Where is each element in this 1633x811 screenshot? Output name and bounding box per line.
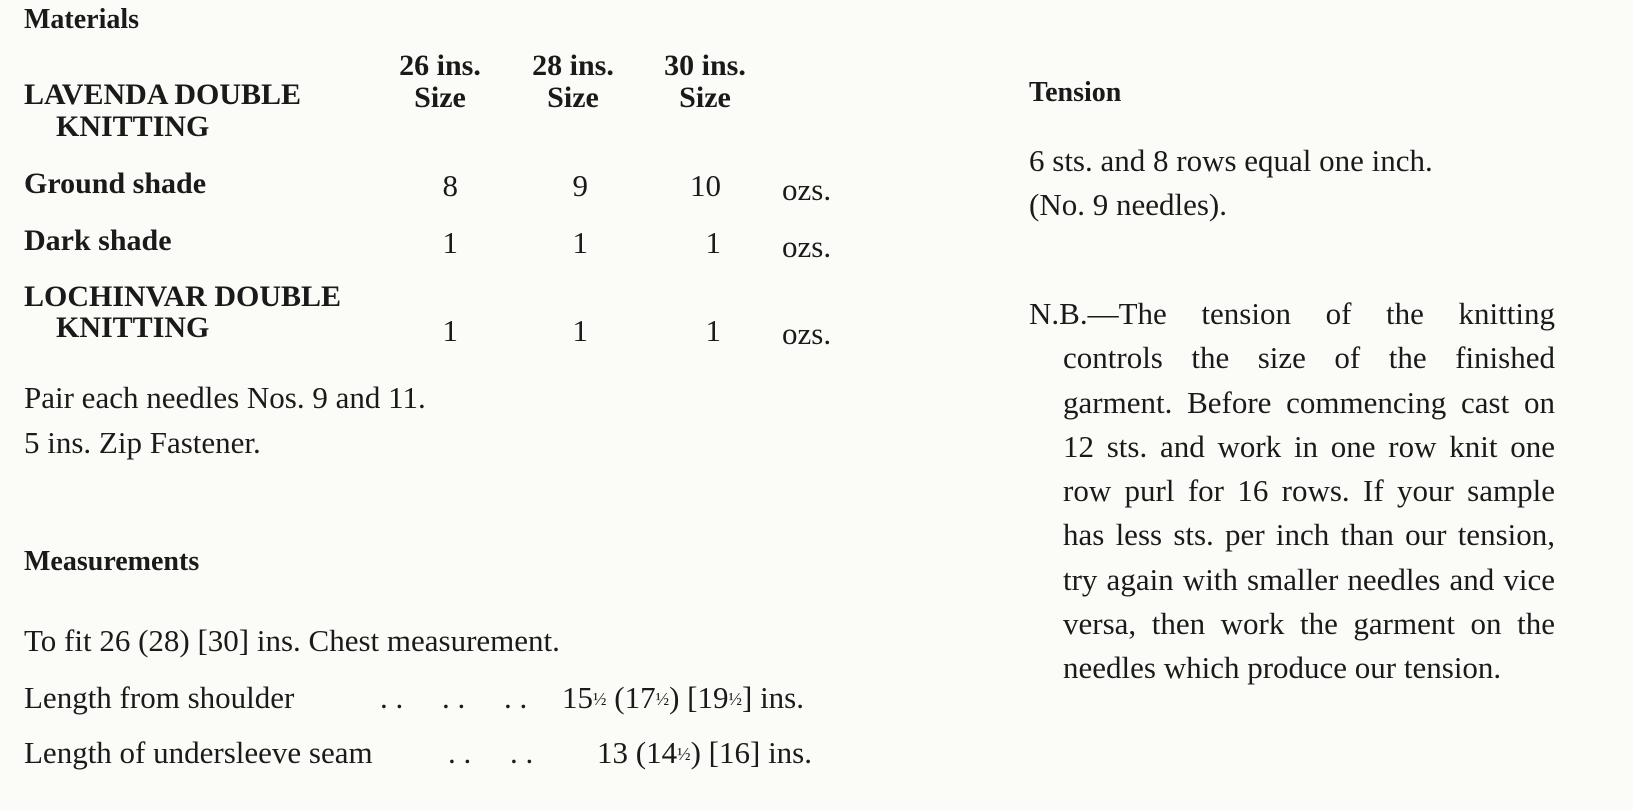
- ground-shade-26: 8: [442, 168, 458, 203]
- size-header-28-line1: 28 ins.: [532, 49, 614, 82]
- tension-note: N.B.—The tension of the knitting controls the size of the finished garment. Before commencing cast on 12 sts. and work in one row knit one row purl for 16 rows. If your sample has less sts. per inch than our tension, try again with smaller needles and vice versa, then work the garment on the needles which produce our tension.: [1029, 296, 1555, 686]
- yarn-lavenda-line1: LAVENDA DOUBLE: [24, 78, 302, 111]
- lochinvar-unit: ozs.: [782, 316, 832, 351]
- lochinvar-30: 1: [705, 313, 721, 348]
- sleeve-label: Length of undersleeve seam: [24, 735, 373, 770]
- lochinvar-26: 1: [442, 313, 458, 348]
- size-header-26-line2: Size: [414, 81, 466, 114]
- dark-shade-label: Dark shade: [24, 224, 172, 257]
- ground-shade-unit: ozs.: [782, 172, 832, 207]
- zip-text: 5 ins. Zip Fastener.: [24, 425, 261, 460]
- tension-line1: 6 sts. and 8 rows equal one inch.: [1029, 143, 1433, 178]
- yarn-lochinvar-line1: LOCHINVAR DOUBLE: [24, 280, 342, 313]
- size-header-30-line2: Size: [679, 81, 731, 114]
- ground-shade-30: 10: [690, 168, 721, 203]
- measurements-heading: Measurements: [24, 546, 200, 577]
- yarn-lavenda-line2: KNITTING: [56, 110, 210, 143]
- size-header-30: [645, 50, 765, 114]
- tension-line2: (No. 9 needles).: [1029, 187, 1227, 222]
- dark-shade-unit: ozs.: [782, 229, 832, 264]
- size-header-26-line1: 26 ins.: [399, 49, 481, 82]
- size-header-28-line2: Size: [547, 81, 599, 114]
- length-value: 15½ (17½) [19½] ins.: [562, 680, 804, 715]
- yarn-lochinvar-line2: KNITTING: [56, 311, 210, 344]
- dark-shade-26: 1: [442, 225, 458, 260]
- dark-shade-28: 1: [572, 225, 588, 260]
- size-header-30-line1: 30 ins.: [664, 49, 746, 82]
- length-label: Length from shoulder: [24, 680, 295, 715]
- lochinvar-28: 1: [572, 313, 588, 348]
- fit-text: To fit 26 (28) [30] ins. Chest measurement.: [24, 623, 560, 658]
- dark-shade-30: 1: [705, 225, 721, 260]
- length-leaders: . . . . . .: [380, 680, 528, 715]
- size-header-26: [380, 50, 500, 114]
- sleeve-value: 13 (14½) [16] ins.: [597, 735, 812, 770]
- needles-text: Pair each needles Nos. 9 and 11.: [24, 380, 426, 415]
- sleeve-leaders: . . . .: [448, 735, 534, 770]
- ground-shade-label: Ground shade: [24, 167, 207, 200]
- ground-shade-28: 9: [572, 168, 588, 203]
- materials-heading: Materials: [24, 4, 140, 35]
- tension-heading: Tension: [1029, 77, 1122, 108]
- size-header-28: [513, 50, 633, 114]
